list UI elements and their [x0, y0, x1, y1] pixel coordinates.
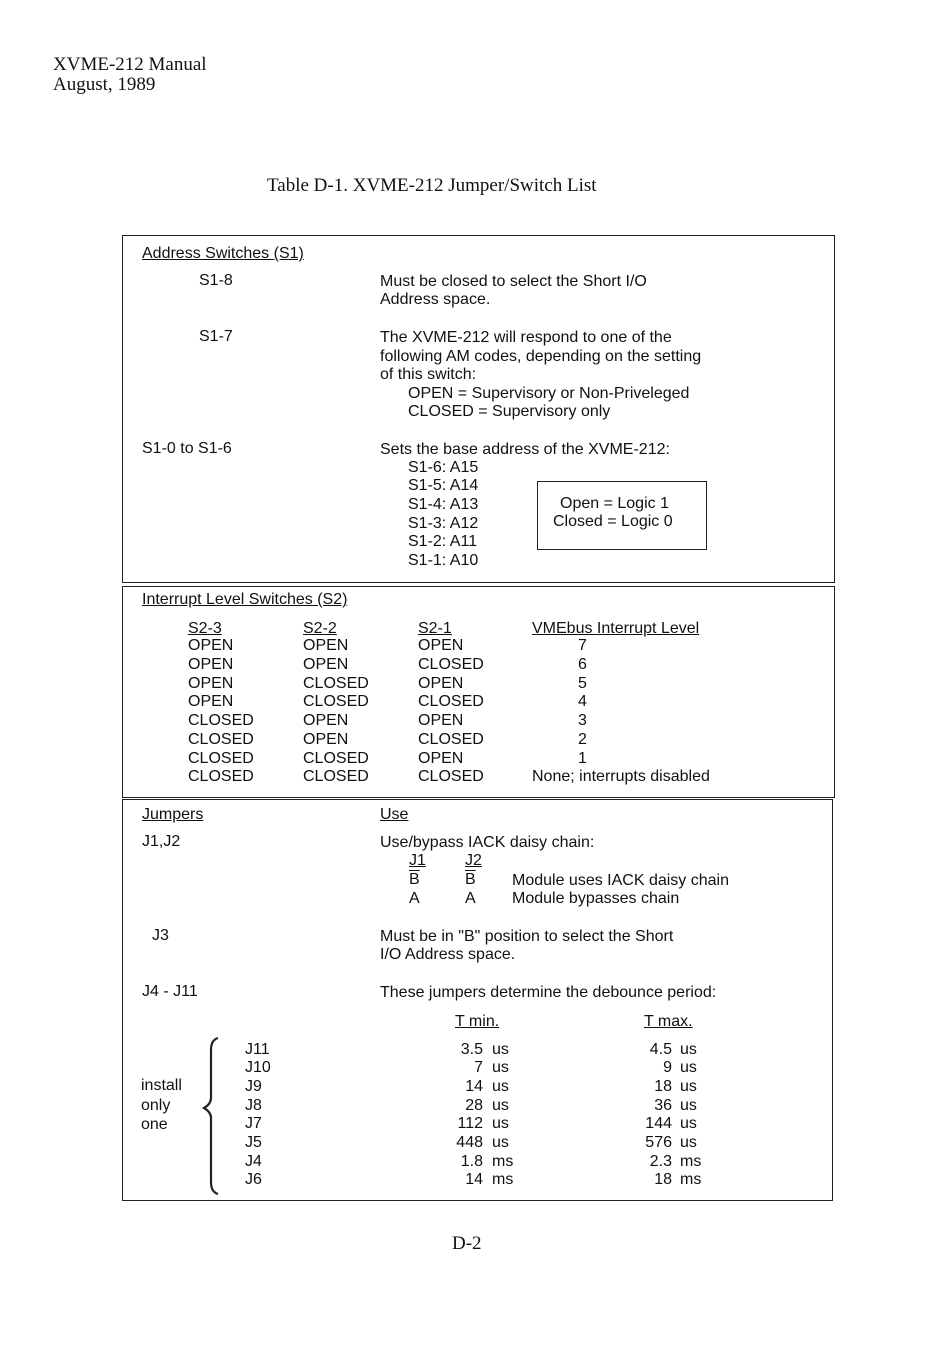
j4-j11-desc: These jumpers determine the debounce period: — [380, 984, 717, 1001]
cell: CLOSED — [188, 768, 254, 785]
s1-7-desc: The XVME-212 will respond to one of the — [380, 329, 672, 346]
j2-setting: A — [465, 890, 476, 907]
tmax-value: 4.5 — [649, 1041, 672, 1058]
cell: OPEN — [303, 656, 349, 673]
j2-col: J2 — [465, 852, 482, 869]
logic-open: Open = Logic 1 — [560, 495, 669, 512]
tmin-value: 14 — [465, 1171, 483, 1188]
cell: CLOSED — [303, 750, 369, 767]
cell: CLOSED — [303, 768, 369, 785]
j12-meaning: Module uses IACK daisy chain — [512, 872, 729, 889]
cell: 6 — [578, 656, 587, 673]
jumpers-heading: Jumpers — [142, 806, 204, 823]
cell: OPEN — [188, 637, 234, 654]
col-s2-1: S2-1 — [418, 620, 452, 637]
tmin-value: 7 — [474, 1059, 483, 1076]
tmax-value: 36 — [654, 1097, 672, 1114]
address-bit: S1-6: A15 — [408, 459, 479, 476]
cell: OPEN — [418, 712, 464, 729]
j1-setting: $\overline{B}$ — [409, 871, 420, 888]
tmax-unit: us — [680, 1097, 697, 1114]
tmin-value: 1.8 — [460, 1153, 483, 1170]
tmin-unit: us — [492, 1097, 509, 1114]
manual-date: August, 1989 — [53, 74, 156, 95]
tmax-unit: us — [680, 1078, 697, 1095]
tmin-unit: ms — [492, 1153, 514, 1170]
jumper-id: J9 — [245, 1078, 262, 1095]
cell: OPEN — [303, 637, 349, 654]
jumper-id: J5 — [245, 1134, 262, 1151]
cell: None; interrupts disabled — [532, 768, 710, 785]
tmin-value: 112 — [457, 1115, 483, 1132]
s1-8-label: S1-8 — [199, 272, 233, 289]
tmax-unit: ms — [680, 1171, 702, 1188]
brace-icon — [196, 1036, 226, 1196]
page-number: D-2 — [452, 1233, 482, 1254]
s1-0-6-desc: Sets the base address of the XVME-212: — [380, 441, 670, 458]
col-level: VMEbus Interrupt Level — [532, 620, 700, 637]
cell: OPEN — [418, 637, 464, 654]
tmin-unit: us — [492, 1078, 509, 1095]
cell: CLOSED — [418, 768, 484, 785]
jumper-id: J8 — [245, 1097, 262, 1114]
cell: CLOSED — [418, 731, 484, 748]
address-heading: Address Switches (S1) — [142, 245, 304, 262]
tmax-value: 18 — [654, 1078, 672, 1095]
tmin-unit: us — [492, 1134, 509, 1151]
cell: 3 — [578, 712, 587, 729]
cell: OPEN — [418, 750, 464, 767]
s1-7-desc: following AM codes, depending on the setting — [380, 348, 702, 365]
s1-8-desc: Must be closed to select the Short I/O — [380, 273, 647, 290]
install-note: one — [141, 1116, 168, 1133]
s1-7-label: S1-7 — [199, 328, 233, 345]
j3-desc: I/O Address space. — [380, 946, 516, 963]
jumper-id: J4 — [245, 1153, 262, 1170]
col-s2-2: S2-2 — [303, 620, 337, 637]
cell: CLOSED — [418, 656, 484, 673]
j1-setting: A — [409, 890, 420, 907]
j1-j2-desc: Use/bypass IACK daisy chain: — [380, 834, 595, 851]
tmax-unit: us — [680, 1059, 697, 1076]
tmax-value: 18 — [654, 1171, 672, 1188]
tmax-heading: T max. — [644, 1013, 693, 1030]
cell: CLOSED — [303, 693, 369, 710]
address-bit: S1-4: A13 — [408, 496, 479, 513]
manual-title: XVME-212 Manual — [53, 54, 207, 75]
s1-8-desc: Address space. — [380, 291, 491, 308]
tmin-heading: T min. — [455, 1013, 500, 1030]
tmax-value: 9 — [663, 1059, 672, 1076]
s1-7-open: OPEN = Supervisory or Non-Priveleged — [408, 385, 690, 402]
tmin-unit: us — [492, 1041, 509, 1058]
cell: OPEN — [303, 731, 349, 748]
cell: 2 — [578, 731, 587, 748]
install-note: only — [141, 1097, 171, 1114]
tmax-value: 2.3 — [649, 1153, 672, 1170]
interrupt-heading: Interrupt Level Switches (S2) — [142, 591, 348, 608]
cell: 4 — [578, 693, 587, 710]
cell: OPEN — [188, 693, 234, 710]
tmax-value: 576 — [645, 1134, 672, 1151]
tmin-value: 28 — [465, 1097, 483, 1114]
j12-meaning: Module bypasses chain — [512, 890, 680, 907]
cell: CLOSED — [188, 731, 254, 748]
install-note: install — [141, 1077, 182, 1094]
logic-closed: Closed = Logic 0 — [553, 513, 673, 530]
cell: OPEN — [303, 712, 349, 729]
j1-col: J1 — [409, 852, 426, 869]
cell: CLOSED — [188, 750, 254, 767]
jumper-id: J6 — [245, 1171, 262, 1188]
use-heading: Use — [380, 806, 409, 823]
tmin-unit: ms — [492, 1171, 514, 1188]
j3-desc: Must be in "B" position to select the Short — [380, 928, 674, 945]
address-bit: S1-3: A12 — [408, 515, 479, 532]
tmax-value: 144 — [645, 1115, 672, 1132]
s1-0-6-label: S1-0 to S1-6 — [142, 440, 232, 457]
jumper-id: J7 — [245, 1115, 262, 1132]
cell: OPEN — [188, 656, 234, 673]
cell: CLOSED — [418, 693, 484, 710]
j3-label: J3 — [152, 927, 169, 944]
tmax-unit: us — [680, 1115, 697, 1132]
tmin-value: 448 — [456, 1134, 483, 1151]
cell: OPEN — [418, 675, 464, 692]
s1-7-desc: of this switch: — [380, 366, 477, 383]
j4-j11-label: J4 - J11 — [142, 983, 198, 1000]
jumper-id: J11 — [245, 1041, 270, 1058]
jumper-id: J10 — [245, 1059, 271, 1076]
cell: 5 — [578, 675, 587, 692]
cell: CLOSED — [188, 712, 254, 729]
j1-j2-label: J1,J2 — [142, 833, 181, 850]
table-title: Table D-1. XVME-212 Jumper/Switch List — [267, 175, 597, 196]
cell: 1 — [578, 750, 587, 767]
cell: CLOSED — [303, 675, 369, 692]
cell: 7 — [578, 637, 587, 654]
tmin-unit: us — [492, 1115, 509, 1132]
j2-setting: $\overline{B}$ — [465, 871, 476, 888]
tmax-unit: ms — [680, 1153, 702, 1170]
tmax-unit: us — [680, 1134, 697, 1151]
s1-7-closed: CLOSED = Supervisory only — [408, 403, 611, 420]
address-bit: S1-5: A14 — [408, 477, 479, 494]
address-bit: S1-1: A10 — [408, 552, 479, 569]
col-s2-3: S2-3 — [188, 620, 222, 637]
cell: OPEN — [188, 675, 234, 692]
tmin-value: 3.5 — [460, 1041, 483, 1058]
tmax-unit: us — [680, 1041, 697, 1058]
address-bit: S1-2: A11 — [408, 533, 478, 550]
tmin-value: 14 — [465, 1078, 483, 1095]
tmin-unit: us — [492, 1059, 509, 1076]
